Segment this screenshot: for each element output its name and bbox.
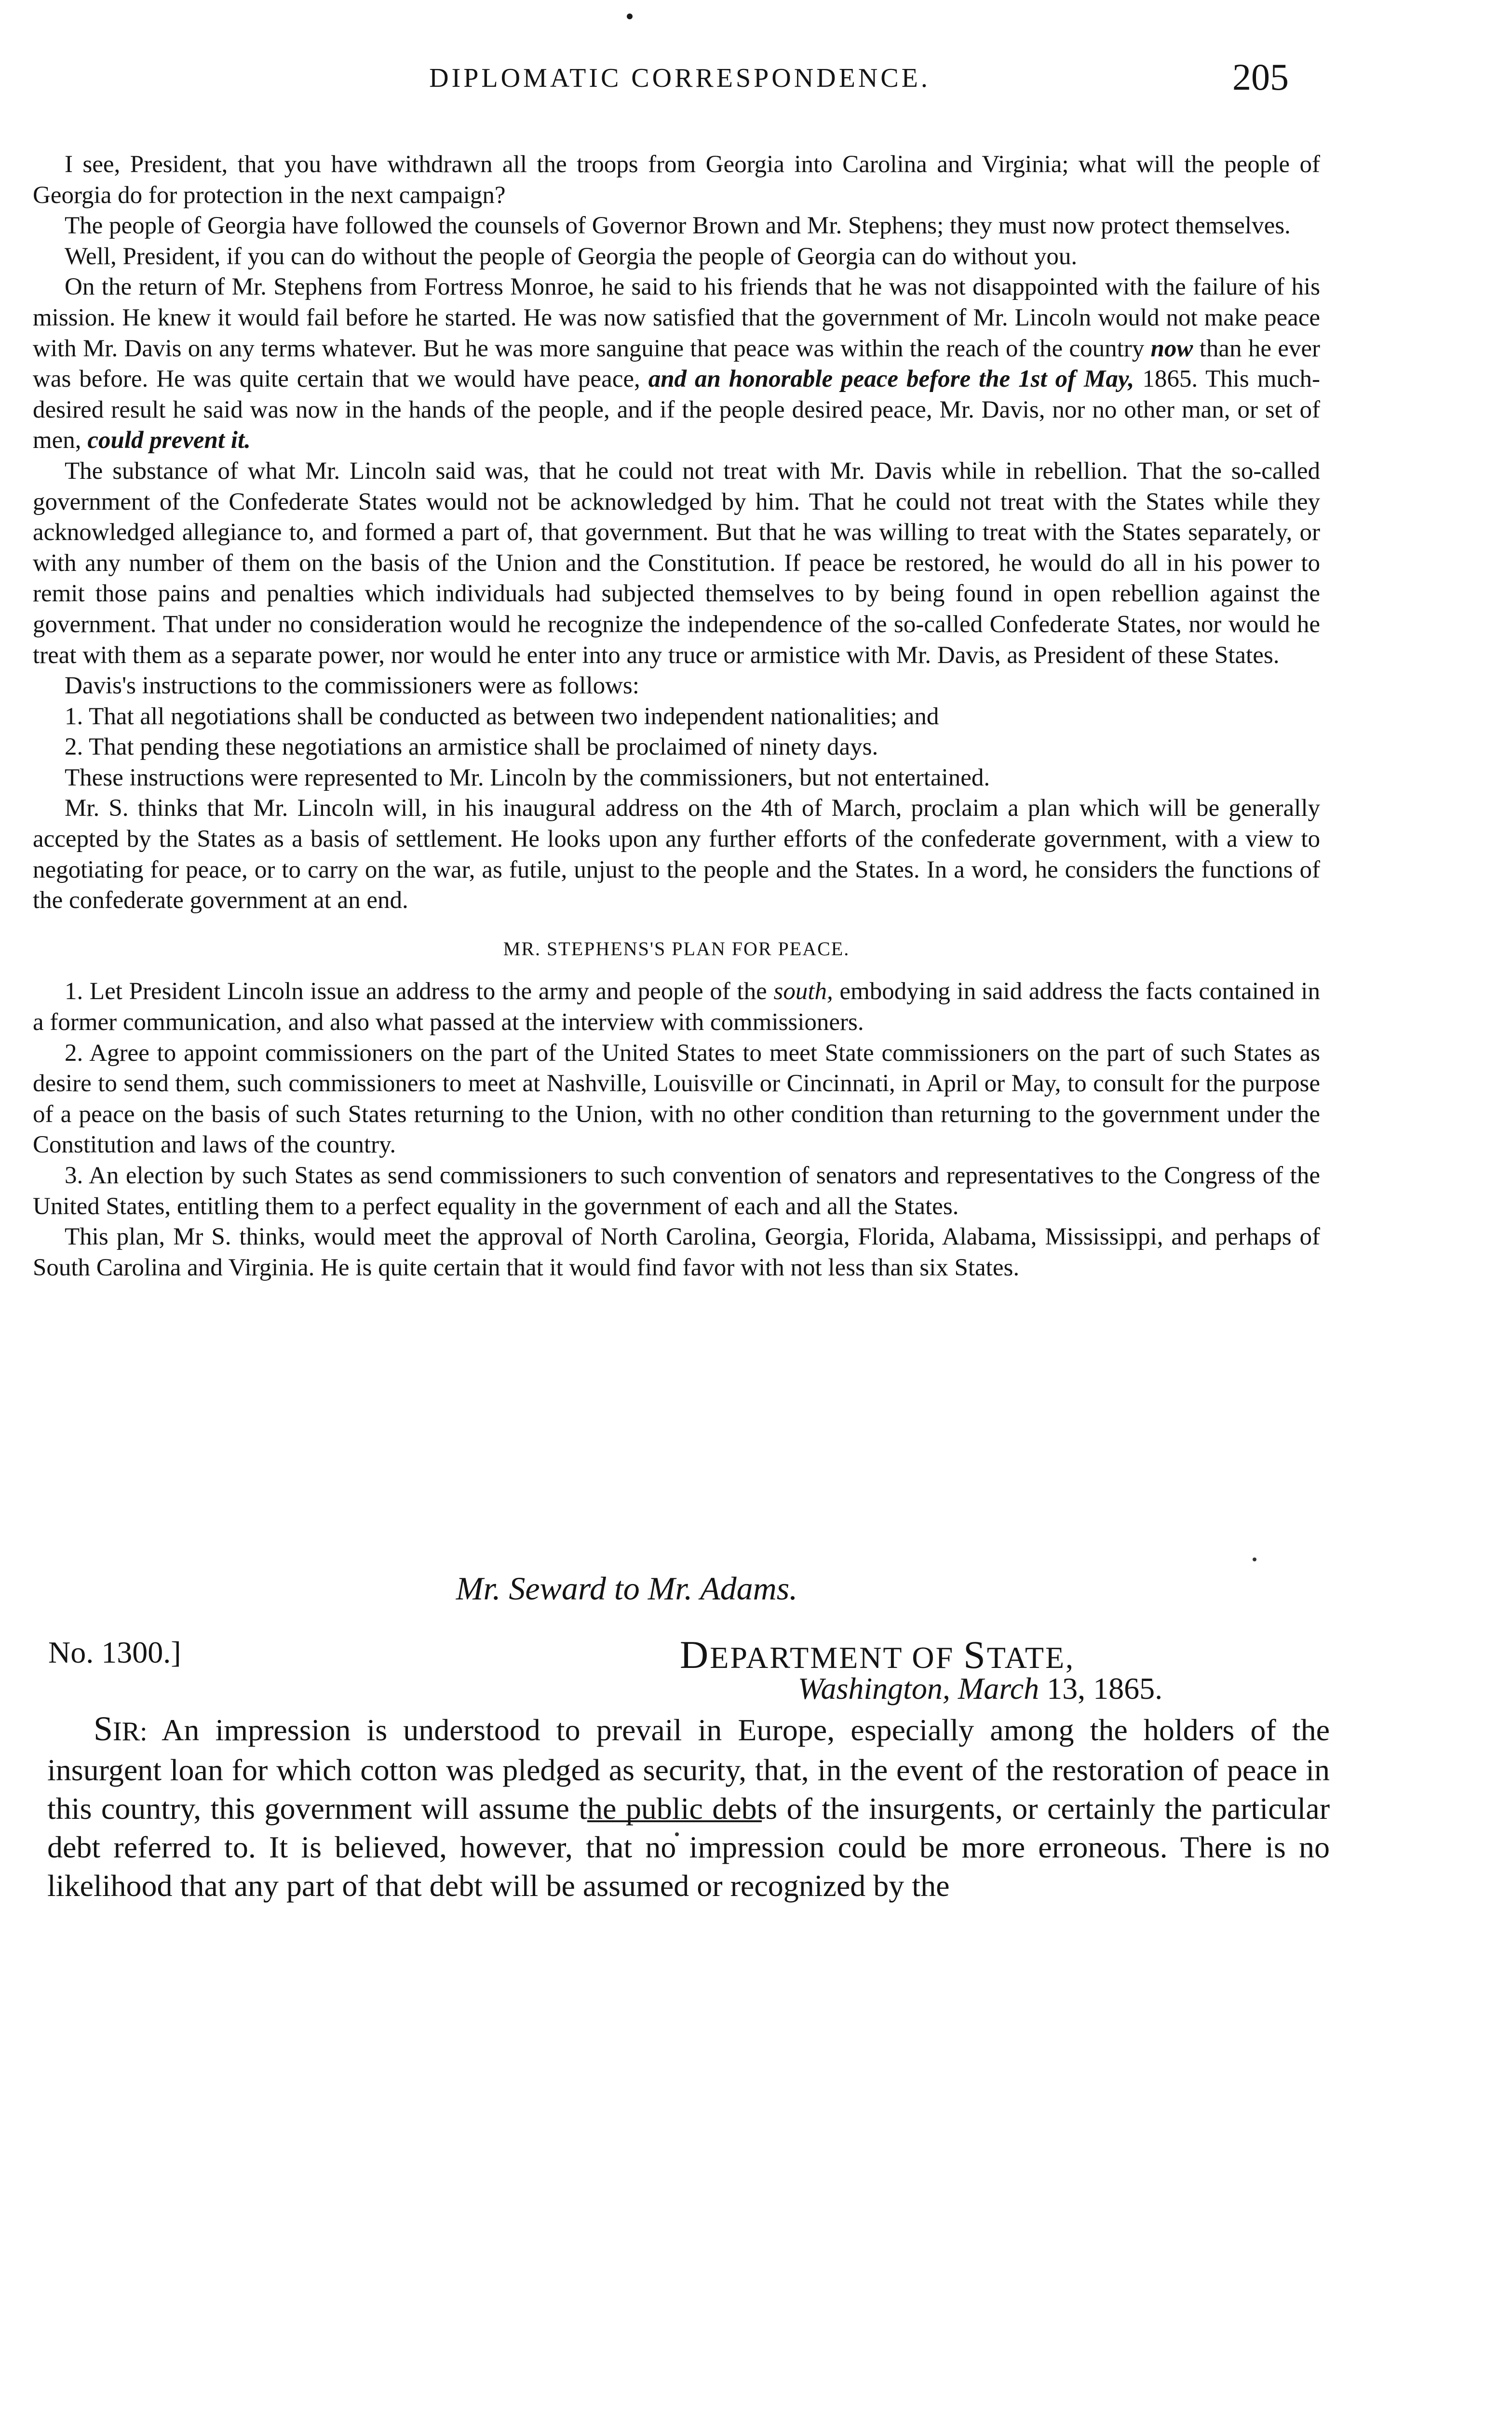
emphasis: south, [773,978,833,1005]
salutation: IR: [113,1717,148,1747]
letter-body [47,1709,1330,1905]
section-heading: MR. STEPHENS'S PLAN FOR PEACE. [503,937,850,960]
list-item: 3. An election by such States as send commissioners to such convention of senators and representatives to the Congress of the United States, entitling them to a perfect equality in the government of each and all the States. [33,1162,1320,1220]
paragraph: Davis's instructions to the commissioners were as follows: [65,672,639,700]
list-item: 2. Agree to appoint commissioners on the part of the United States to meet State commissioners on the part of such States as desire to send them, such commissioners to meet at Nashville, Louisville or Cincinnati, in April or May, to consult for the purpose of a peace on the basis of such States returning to the Union, with no other condition than returning to the government under the Constitution and laws of the country. [33,1039,1320,1159]
running-header: DIPLOMATIC CORRESPONDENCE. [429,63,931,93]
paragraph: I see, President, that you have withdrawn all the troops from Georgia into Carolina and Virginia; what will the people of Georgia do for protection in the next campaign? [33,151,1320,209]
date-month: March [958,1671,1040,1706]
page-number: 205 [1232,56,1289,98]
paragraph [47,1709,1330,1905]
text-run: S [963,1633,987,1677]
text-run: EPARTMENT OF [710,1640,964,1675]
paragraph: The substance of what Mr. Lincoln said was, that he could not treat with Mr. Davis while in rebellion. That the so-called government of the Confederate States would not be acknowledged by him. That he could not treat with the States while they acknowledged allegiance to, and formed a part of, that government. But that he was willing to treat with the States separately, or with any number of them on the basis of the Union and the Constitution. If peace be restored, he would do all in his power to remit those pains and penalties which individuals had subjected themselves to by being found in open rebellion against the government. That under no consideration would he recognize the independence of the so-called Confederate States, nor would he treat with them as a separate power, nor would he enter into any truce or armistice with Mr. Davis, as President of these States. [33,457,1320,669]
text-run: On the return of Mr. Stephens from Fortress Monroe, he said to his friends that he was not disappointed with the failure of his mission. He knew it would fail before he started. He was now satisfied that the government of Mr. Lincoln would not make peace with Mr. Davis on any terms whatever. But he was more sanguine that peace was within the reach of the country [33,273,1320,362]
print-mark [627,14,633,19]
paragraph: The people of Georgia have followed the counsels of Governor Brown and Mr. Stephens; they must now protect themselves. [65,212,1291,240]
emphasis: now [1150,335,1193,362]
paragraph: Mr. S. thinks that Mr. Lincoln will, in his inaugural address on the 4th of March, proclaim a plan which will be generally accepted by the States as a basis of settlement. He looks upon any further efforts of the confederate government, with a view to negotiating for peace, or to carry on the war, as futile, unjust to the people and the States. In a word, he considers the functions of the confederate government at an end. [33,795,1320,914]
list-item [33,976,1320,1038]
paragraph: This plan, Mr S. thinks, would meet the approval of North Carolina, Georgia, Florida, Alabama, Mississippi, and perhaps of South Carolina and Virginia. He is quite certain that it would find favor with not less than six States. [33,1223,1320,1281]
paragraph: Well, President, if you can do without the people of Georgia the people of Georgia can do without you. [65,243,1078,270]
text-run: than he ever was before. He was quite certain that we would have peace, [33,335,1321,393]
letter-number: No. 1300.] [48,1635,181,1669]
text-run: 1. Let President Lincoln issue an address to the army and people of the [65,978,774,1005]
emphasis: and an honorable peace before the 1st of May, [648,366,1134,393]
place: Washington, [798,1671,950,1706]
text-run: embodying in said address the facts contained in a former communication, and also what passed at the interview with commissioners. [33,978,1320,1036]
print-mark [1253,1558,1256,1561]
text-run: D [680,1633,710,1677]
list-item: 2. That pending these negotiations an armistice shall be proclaimed of ninety days. [65,733,878,761]
emphasis: could prevent it. [87,427,251,454]
date-rest: 13, 1865. [1039,1671,1163,1706]
text-run: An impression is understood to prevail in Europe, especially among the holders of the insurgent loan for which cotton was pledged as security, that, in the event of the restoration of peace in this country, this government will assume the public debts of the insurgents, or certainly the particular debt referred to. It is believed, however, that no impression could be more erroneous. There is no likelihood that any part of that debt will be assumed or recognized by the [47,1713,1330,1903]
salutation-initial: S [94,1709,113,1748]
dateline [798,1671,1162,1707]
text-run: 1865. This much-desired result he said was now in the hands of the people, and if the people desired peace, Mr. Davis, nor no other man, or set of men, [33,366,1320,454]
paragraph [33,272,1320,456]
text-run: TATE, [986,1640,1075,1675]
letter-heading: Mr. Seward to Mr. Adams. [456,1570,798,1607]
list-item: 1. That all negotiations shall be conducted as between two independent nationalities; and [65,703,939,730]
paragraph: These instructions were represented to Mr. Lincoln by the commissioners, but not entertained. [65,764,990,791]
report-text [33,149,1320,1283]
